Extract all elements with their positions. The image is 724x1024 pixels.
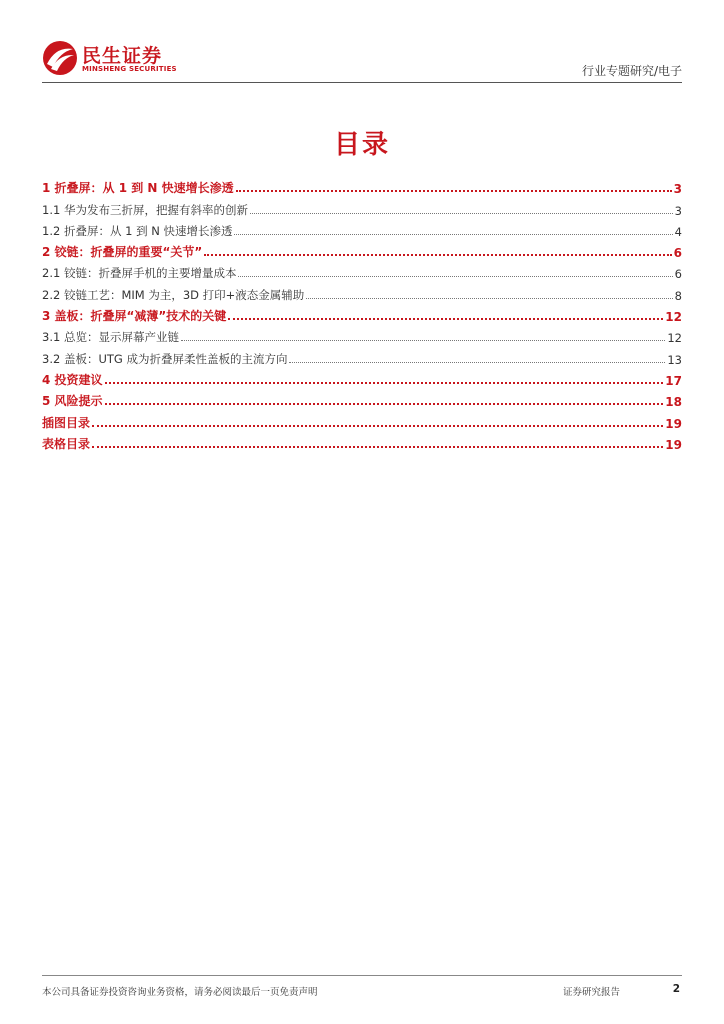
toc-entry-page: 19: [665, 437, 682, 452]
toc-entry-section[interactable]: [42, 196, 682, 217]
page-header: [0, 0, 724, 84]
toc-entry-section[interactable]: [42, 345, 682, 366]
toc-entry-page: 17: [665, 373, 682, 388]
toc-entry-page: 3: [673, 182, 682, 197]
logo-english-name: MINSHENG SECURITIES: [82, 65, 177, 73]
toc-entry-chapter[interactable]: [42, 431, 682, 452]
toc-entry-title: 5 风险提示: [42, 394, 103, 409]
toc-entry-page: 3: [674, 203, 682, 218]
toc-dot-leader: [234, 234, 672, 235]
toc-dot-leader: [204, 254, 671, 256]
toc-entry-page: 19: [665, 416, 682, 431]
toc-dot-leader: [181, 340, 665, 341]
logo-chinese-name: 民生证券: [82, 45, 163, 67]
company-logo: [42, 40, 182, 76]
page-number: 2: [672, 983, 680, 995]
toc-entry-title: 2 铰链：折叠屏的重要“关节”: [42, 245, 203, 260]
toc-dot-leader: [228, 318, 663, 320]
toc-entry-title: 3.2 盖板：UTG 成为折叠屏柔性盖板的主流方向: [42, 351, 288, 366]
toc-dot-leader: [250, 213, 673, 214]
toc-entry-page: 6: [674, 267, 682, 282]
toc-entry-title: 2.1 铰链：折叠屏手机的主要增量成本: [42, 266, 237, 281]
toc-entry-chapter[interactable]: [42, 303, 682, 324]
toc-entry-page: 6: [673, 246, 682, 261]
footer-divider: [42, 975, 682, 976]
footer-disclaimer: 本公司具备证券投资咨询业务资格，请务必阅读最后一页免责声明: [42, 987, 318, 998]
toc-entry-chapter[interactable]: [42, 367, 682, 388]
toc-entry-section[interactable]: [42, 218, 682, 239]
toc-entry-title: 4 投资建议: [42, 372, 103, 387]
header-divider: [42, 82, 682, 83]
toc-entry-page: 18: [665, 395, 682, 410]
toc-dot-leader: [92, 425, 663, 427]
toc-entry-chapter[interactable]: [42, 239, 682, 260]
toc-entry-title: 3 盖板：折叠屏“减薄”技术的关键: [42, 309, 227, 324]
toc-dot-leader: [289, 362, 665, 363]
toc-dot-leader: [105, 403, 664, 405]
toc-entry-title: 1 折叠屏：从 1 到 N 快速增长渗透: [42, 181, 234, 196]
toc-entry-page: 12: [667, 331, 682, 346]
toc-entry-chapter[interactable]: [42, 388, 682, 409]
toc-entry-section[interactable]: [42, 260, 682, 281]
toc-dot-leader: [105, 382, 664, 384]
toc-entry-title: 表格目录: [42, 436, 91, 451]
toc-entry-page: 4: [674, 224, 682, 239]
toc-dot-leader: [306, 298, 672, 299]
footer-doc-type: 证券研究报告: [563, 987, 621, 998]
toc-title: 目录: [333, 130, 390, 160]
toc-dot-leader: [236, 190, 672, 192]
toc-entry-page: 13: [667, 352, 682, 367]
report-category: 行业专题研究/电子: [581, 64, 682, 78]
toc-entry-section[interactable]: [42, 281, 682, 302]
toc-entry-chapter[interactable]: [42, 409, 682, 430]
toc-entry-title: 3.1 总览：显示屏幕产业链: [42, 330, 179, 345]
toc-entry-page: 8: [674, 288, 682, 303]
minsheng-logo-icon: [42, 40, 78, 76]
toc-entry-page: 12: [665, 310, 682, 325]
toc-entry-title: 2.2 铰链工艺：MIM 为主，3D 打印+液态金属辅助: [42, 287, 305, 302]
toc-entry-title: 1.2 折叠屏：从 1 到 N 快速增长渗透: [42, 223, 233, 238]
toc-entry-title: 1.1 华为发布三折屏，把握有斜率的创新: [42, 202, 248, 217]
toc-entry-title: 插图目录: [42, 415, 91, 430]
toc-entry-chapter[interactable]: [42, 175, 682, 196]
toc-dot-leader: [92, 446, 663, 448]
toc-entry-section[interactable]: [42, 324, 682, 345]
toc-dot-leader: [238, 276, 672, 277]
table-of-contents: [42, 175, 682, 452]
